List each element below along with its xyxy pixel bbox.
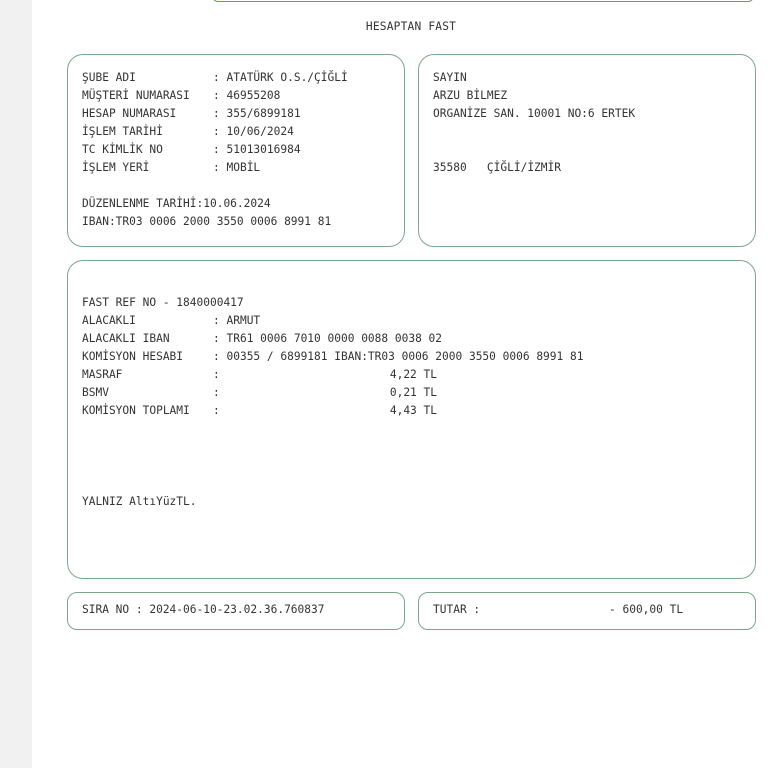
field-transaction-place: İŞLEM YERİ : MOBİL [82, 161, 261, 174]
fee-row-commission-total: KOMİSYON TOPLAMI : 4,43 TL [82, 404, 437, 417]
recipient-name: ARZU BİLMEZ [433, 89, 508, 102]
total-box [418, 592, 756, 630]
field-branch-name: ŞUBE ADI : ATATÜRK O.S./ÇİĞLİ [82, 71, 348, 84]
field-customer-number: MÜŞTERİ NUMARASI : 46955208 [82, 89, 281, 102]
left-gutter [0, 0, 32, 768]
top-green-bar [212, 0, 754, 2]
recipient-address: ORGANİZE SAN. 10001 NO:6 ERTEK [433, 107, 636, 120]
field-account-number: HESAP NUMARASI : 355/6899181 [82, 107, 301, 120]
transfer-details-box [67, 260, 756, 579]
field-transaction-date: İŞLEM TARİHİ : 10/06/2024 [82, 125, 294, 138]
recipient-postal-city: 35580 ÇİĞLİ/İZMİR [433, 161, 561, 174]
fee-row-bsmv: BSMV : 0,21 TL [82, 386, 437, 399]
total-label: TUTAR : [433, 603, 481, 616]
amount-in-words: YALNIZ AltıYüzTL. [82, 495, 197, 508]
fee-row-expense: MASRAF : 4,22 TL [82, 368, 437, 381]
field-creditor: ALACAKLI : ARMUT [82, 314, 261, 327]
sequence-number: SIRA NO : 2024-06-10-23.02.36.760837 [82, 603, 325, 616]
sequence-box [67, 592, 405, 630]
total-amount: - 600,00 TL [609, 603, 684, 616]
account-iban: IBAN:TR03 0006 2000 3550 0006 8991 81 [82, 215, 332, 228]
field-creditor-iban: ALACAKLI IBAN : TR61 0006 7010 0000 0088 0038 02 [82, 332, 443, 345]
recipient-salutation: SAYIN [433, 71, 467, 84]
field-commission-account: KOMİSYON HESABI : 00355 / 6899181 IBAN:TR03 0006 2000 3550 0006 8991 81 [82, 350, 584, 363]
field-tc-id: TC KİMLİK NO : 51013016984 [82, 143, 301, 156]
account-info-box [67, 54, 405, 247]
document-title: HESAPTAN FAST [365, 20, 457, 33]
fast-ref-number: FAST REF NO - 1840000417 [82, 296, 244, 309]
recipient-box [418, 54, 756, 247]
issue-date: DÜZENLENME TARİHİ:10.06.2024 [82, 197, 271, 210]
